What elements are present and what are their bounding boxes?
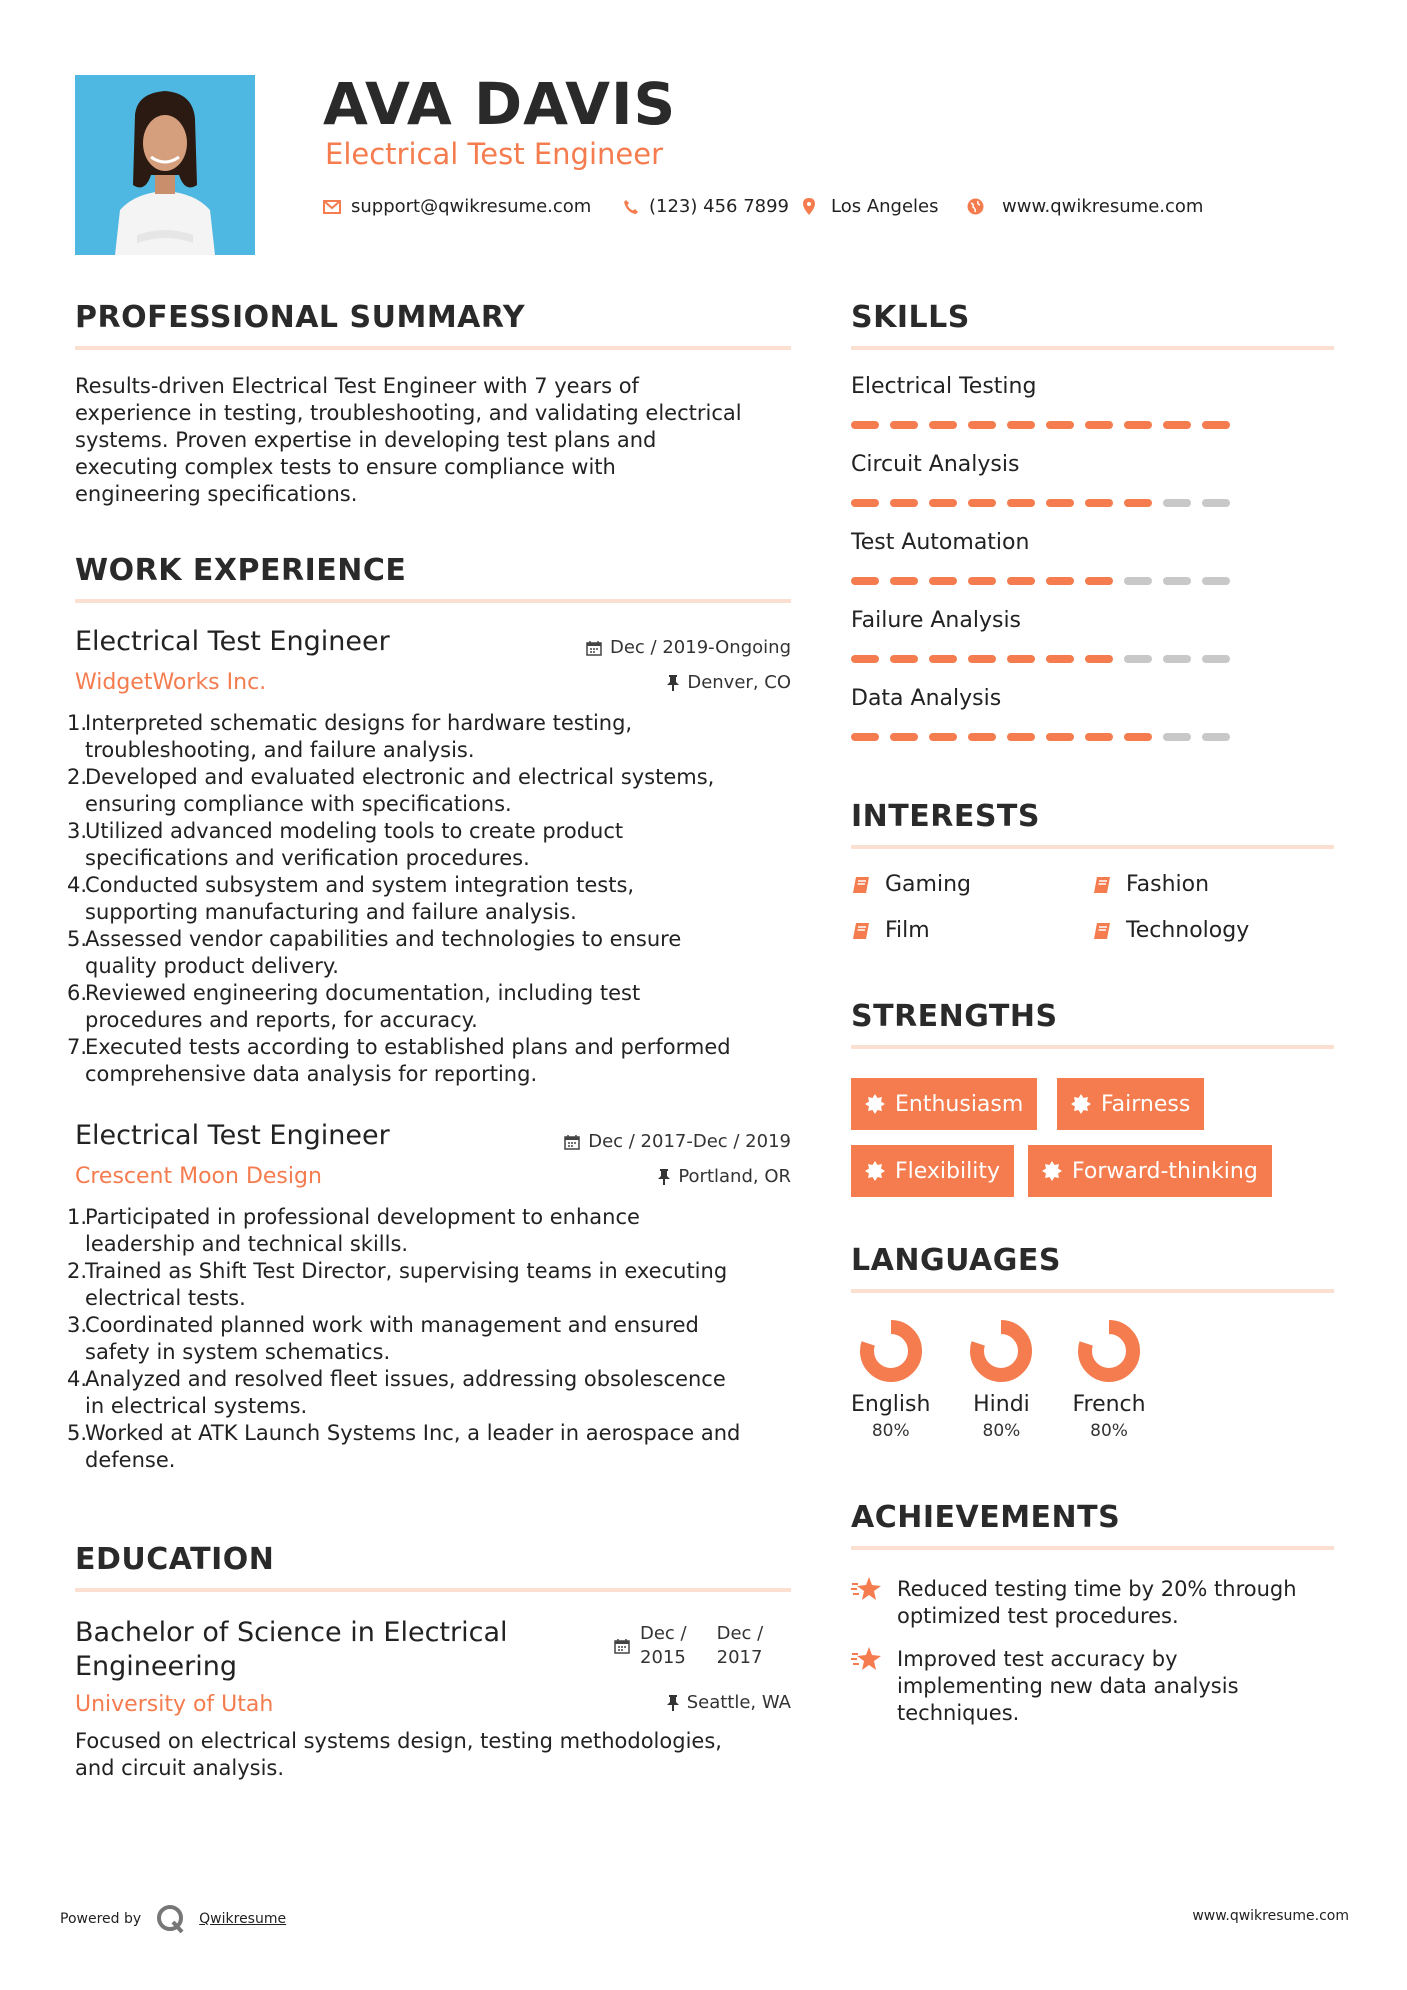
interest-item: Gaming [851, 872, 971, 897]
language-name: Hindi [973, 1392, 1030, 1417]
rating-dash-empty [1124, 577, 1152, 585]
globe-icon [967, 198, 984, 215]
languages-list [851, 1318, 1146, 1441]
interests-heading: INTERESTS [851, 799, 1040, 834]
job-location: Denver, CO [667, 672, 791, 693]
strengths-heading: STRENGTHS [851, 999, 1058, 1034]
rating-dash-empty [1163, 499, 1191, 507]
rating-dash-filled [1046, 577, 1074, 585]
rating-dash-filled [968, 655, 996, 663]
list-item: 3. Coordinated planned work with management and ensured safety in system schematics. [67, 1313, 699, 1364]
rating-dash-filled [1163, 421, 1191, 429]
rating-dash-filled [929, 577, 957, 585]
skill-row [851, 374, 1334, 452]
rating-dash-empty [1124, 655, 1152, 663]
language-name: French [1072, 1392, 1146, 1417]
list-item: 5. Assessed vendor capabilities and technologies to ensure quality product delivery. [67, 927, 682, 978]
rating-dash-empty [1163, 733, 1191, 741]
education-heading: EDUCATION [75, 1542, 275, 1577]
languages-heading: LANGUAGES [851, 1243, 1061, 1278]
rating-dash-filled [851, 655, 879, 663]
work-heading: WORK EXPERIENCE [75, 553, 407, 588]
skill-rating [851, 733, 1334, 741]
achievement-item: Reduced testing time by 20% through optimized test procedures. [851, 1576, 1297, 1630]
rating-dash-filled [1046, 421, 1074, 429]
pushpin-icon [667, 1695, 679, 1711]
summary-divider [75, 346, 791, 350]
language-percent: 80% [1090, 1421, 1128, 1441]
job-dates: Dec / 2017-Dec / 2019 [564, 1131, 791, 1152]
skill-name: Electrical Testing [851, 374, 1037, 399]
rating-dash-filled [851, 733, 879, 741]
education-location: Seattle, WA [667, 1692, 791, 1713]
rating-dash-filled [851, 421, 879, 429]
language-percent: 80% [982, 1421, 1021, 1441]
rating-dash-filled [1007, 733, 1035, 741]
work-divider [75, 599, 791, 603]
language-ring-fill [867, 1327, 915, 1375]
job-duties [67, 1204, 807, 1474]
language-item [851, 1318, 930, 1441]
languages-divider [851, 1289, 1334, 1293]
education-dates: Dec / 2015 Dec / 2017 [614, 1622, 763, 1670]
rating-dash-filled [929, 655, 957, 663]
email-text: support@qwikresume.com [351, 196, 592, 217]
footer-website[interactable]: www.qwikresume.com [1192, 1908, 1349, 1924]
job-dates: Dec / 2019-Ongoing [586, 637, 791, 658]
rating-dash-filled [968, 499, 996, 507]
skill-name: Circuit Analysis [851, 452, 1020, 477]
rating-dash-empty [1202, 577, 1230, 585]
rating-dash-filled [1007, 577, 1035, 585]
strength-tag: Forward-thinking [1028, 1145, 1272, 1197]
rating-dash-filled [890, 577, 918, 585]
rating-dash-filled [890, 421, 918, 429]
list-item: 1. Participated in professional development to enhance leadership and technical skills. [67, 1205, 640, 1256]
list-item: 3. Utilized advanced modeling tools to create product specifications and verification procedures. [67, 819, 624, 870]
skills-heading: SKILLS [851, 300, 970, 335]
rating-dash-filled [890, 655, 918, 663]
interest-item: Film [851, 918, 930, 943]
education-divider [75, 1588, 791, 1592]
rating-dash-empty [1202, 655, 1230, 663]
rating-dash-filled [1124, 421, 1152, 429]
list-item: 5. Worked at ATK Launch Systems Inc, a leader in aerospace and defense. [67, 1421, 741, 1472]
skill-name: Test Automation [851, 530, 1030, 555]
pushpin-icon [658, 1169, 670, 1185]
language-item [968, 1318, 1034, 1441]
rating-dash-filled [890, 499, 918, 507]
language-item [1072, 1318, 1145, 1441]
rating-dash-filled [968, 421, 996, 429]
location-text: Los Angeles [831, 196, 939, 217]
job-location: Portland, OR [658, 1166, 791, 1187]
badge-icon [865, 1161, 885, 1181]
job-title: Electrical Test Engineer [75, 626, 390, 657]
pushpin-icon [667, 675, 679, 691]
interest-item: Technology [1092, 918, 1249, 943]
rating-dash-filled [1085, 499, 1113, 507]
job-company: WidgetWorks Inc. [75, 670, 267, 695]
rating-dash-empty [1163, 655, 1191, 663]
map-pin-icon [803, 198, 815, 215]
language-name: English [851, 1392, 931, 1417]
rating-dash-filled [1085, 733, 1113, 741]
skill-name: Data Analysis [851, 686, 1002, 711]
rating-dash-filled [851, 577, 879, 585]
job-duties [67, 710, 807, 1088]
strength-tag: Flexibility [851, 1145, 1014, 1197]
achievement-item: Improved test accuracy by implementing new data analysis techniques. [851, 1646, 1239, 1727]
rating-dash-filled [968, 577, 996, 585]
calendar-icon [564, 1134, 580, 1150]
list-item: 1. Interpreted schematic designs for hardware testing, troubleshooting, and failure analysis. [67, 711, 633, 762]
interests-divider [851, 845, 1334, 849]
qwikresume-logo-icon [155, 1904, 185, 1934]
envelope-icon [323, 200, 341, 214]
badge-icon [1042, 1161, 1062, 1181]
rating-dash-filled [1085, 655, 1113, 663]
summary-text: Results-driven Electrical Test Engineer with 7 years of experience in testing, troubleshooting, and validating electrical systems. Proven expertise in developing test plans and executing complex tests to ensure compliance with engineering specifications. [75, 374, 742, 506]
rating-dash-filled [1124, 499, 1152, 507]
language-ring [1076, 1318, 1142, 1384]
phone-icon [623, 199, 639, 215]
rating-dash-filled [1046, 733, 1074, 741]
summary-heading: PROFESSIONAL SUMMARY [75, 300, 526, 335]
profile-photo [75, 75, 255, 255]
skill-row [851, 452, 1334, 530]
language-percent: 80% [871, 1421, 910, 1441]
list-item: 4. Analyzed and resolved fleet issues, addressing obsolescence in electrical systems. [67, 1367, 726, 1418]
list-item: 6. Reviewed engineering documentation, including test procedures and reports, for accuracy. [67, 981, 641, 1032]
book-icon [1092, 921, 1112, 941]
rating-dash-filled [1046, 655, 1074, 663]
candidate-title: Electrical Test Engineer [325, 137, 663, 171]
rating-dash-empty [1202, 733, 1230, 741]
skill-rating [851, 577, 1334, 585]
candidate-name: AVA DAVIS [323, 70, 677, 138]
list-item: 2. Developed and evaluated electronic and electrical systems, ensuring compliance with specifications. [67, 765, 715, 816]
strength-tag: Enthusiasm [851, 1078, 1037, 1130]
skill-row [851, 530, 1334, 608]
rating-dash-filled [929, 733, 957, 741]
skill-row [851, 608, 1334, 686]
rating-dash-filled [1085, 577, 1113, 585]
qwikresume-link[interactable]: Qwikresume [199, 1911, 287, 1927]
calendar-icon [614, 1638, 630, 1654]
rating-dash-filled [890, 733, 918, 741]
book-icon [851, 875, 871, 895]
skill-rating [851, 421, 1334, 429]
badge-icon [1071, 1094, 1091, 1114]
rating-dash-empty [1202, 499, 1230, 507]
strength-tag: Fairness [1057, 1078, 1204, 1130]
rating-dash-filled [929, 499, 957, 507]
job-title: Electrical Test Engineer [75, 1120, 390, 1151]
contact-phone[interactable] [623, 196, 789, 217]
rating-dash-filled [1007, 499, 1035, 507]
rating-dash-filled [1046, 499, 1074, 507]
language-ring [968, 1318, 1034, 1384]
list-item: 7. Executed tests according to established plans and performed comprehensive data analysis for reporting. [67, 1035, 731, 1086]
school-name: University of Utah [75, 1692, 274, 1717]
achievements-divider [851, 1546, 1334, 1550]
degree-title: Bachelor of Science in Electrical Engineering [75, 1617, 508, 1682]
star-icon [851, 1576, 883, 1604]
job-company: Crescent Moon Design [75, 1164, 322, 1189]
skills-list [851, 374, 1334, 764]
calendar-icon [586, 640, 602, 656]
achievements-heading: ACHIEVEMENTS [851, 1500, 1121, 1535]
rating-dash-filled [1124, 733, 1152, 741]
contact-email[interactable] [323, 196, 591, 217]
rating-dash-filled [1007, 421, 1035, 429]
strengths-divider [851, 1045, 1334, 1049]
language-ring-fill [977, 1327, 1025, 1375]
language-ring-fill [1085, 1327, 1133, 1375]
skills-divider [851, 346, 1334, 350]
skill-name: Failure Analysis [851, 608, 1022, 633]
rating-dash-filled [968, 733, 996, 741]
book-icon [1092, 875, 1112, 895]
list-item: 2. Trained as Shift Test Director, supervising teams in executing electrical tests. [67, 1259, 728, 1310]
skill-rating [851, 655, 1334, 663]
education-description: Focused on electrical systems design, testing methodologies, and circuit analysis. [75, 1729, 722, 1780]
skill-rating [851, 499, 1334, 507]
language-ring [858, 1318, 924, 1384]
contact-location [803, 196, 939, 217]
star-icon [851, 1646, 883, 1674]
rating-dash-filled [1202, 421, 1230, 429]
rating-dash-filled [929, 421, 957, 429]
website-text: www.qwikresume.com [1002, 196, 1204, 217]
book-icon [851, 921, 871, 941]
rating-dash-filled [1085, 421, 1113, 429]
rating-dash-filled [851, 499, 879, 507]
rating-dash-filled [1007, 655, 1035, 663]
list-item: 4. Conducted subsystem and system integration tests, supporting manufacturing and failure analysis. [67, 873, 635, 924]
footer-powered: Powered by Qwikresume [60, 1904, 286, 1934]
skill-row [851, 686, 1334, 764]
contact-website[interactable] [967, 196, 1203, 217]
rating-dash-empty [1163, 577, 1191, 585]
interest-item: Fashion [1092, 872, 1209, 897]
badge-icon [865, 1094, 885, 1114]
phone-text: (123) 456 7899 [649, 196, 790, 217]
